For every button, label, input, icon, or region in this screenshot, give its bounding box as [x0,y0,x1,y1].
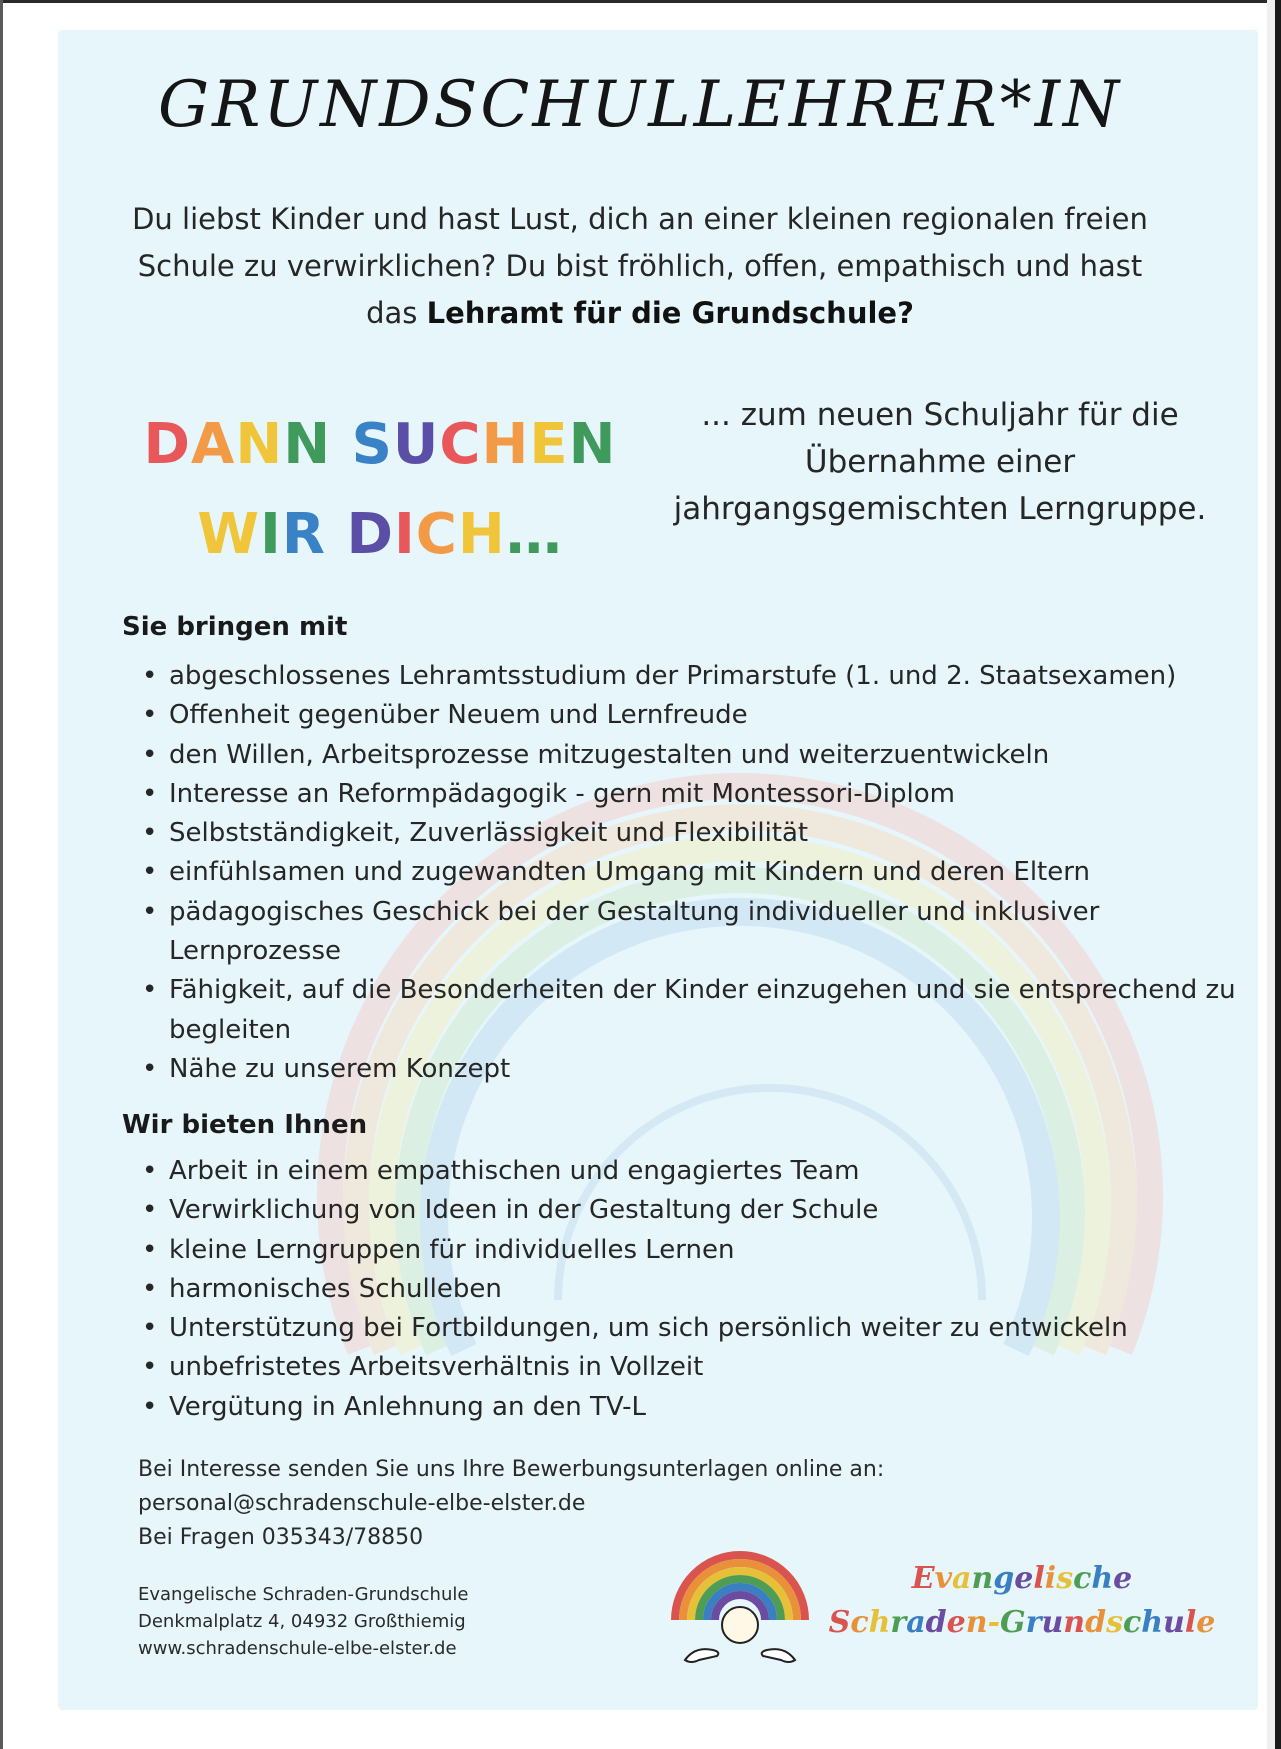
bullet-icon: • [142,778,158,809]
requirement-item [142,696,1242,735]
headline-2-letter: W [197,502,260,567]
logo-letter: g [993,1561,1015,1596]
bullet-icon: • [142,1053,158,1084]
bullet-icon: • [142,818,158,849]
headline-1-letter: N [235,412,284,477]
bullet-icon: • [142,857,158,888]
bullet-icon: • [142,1391,158,1422]
offer-item [142,1388,1242,1427]
bullet-icon: • [142,700,158,731]
offer-item-text: Verwirklichung von Ideen in der Gestaltung der Schule [169,1195,879,1226]
bullet-icon: • [142,1234,158,1265]
logo-letter: h [1091,1561,1114,1596]
subheadline: ... zum neuen Schuljahr für die Übernahme einer jahrgangsgemischten Lerngruppe. [673,397,1207,527]
school-logo-wordmark [812,1557,1232,1645]
offer-item [142,1270,1242,1309]
headline-1-letter: C [439,412,482,477]
bullet-icon: • [142,1195,158,1226]
requirement-item-text: Offenheit gegenüber Neuem und Lernfreude [169,700,748,731]
requirement-item [142,814,1242,853]
offers-list [142,1152,1242,1427]
requirement-item [142,775,1242,814]
logo-letter: G [1000,1605,1026,1640]
bullet-icon: • [142,661,158,691]
requirement-item [142,853,1242,892]
headline-1-letter: N [568,412,617,477]
logo-letter: c [850,1605,869,1640]
contact-email[interactable]: personal@schradenschule-elbe-elster.de [138,1491,586,1516]
contact-phone: Bei Fragen 035343/78850 [138,1525,424,1550]
headline-2-letter: D [346,502,394,567]
logo-letter: e [1196,1605,1216,1640]
logo-letter: d [925,1605,947,1640]
requirement-item-text: Fähigkeit, auf die Besonderheiten der Kinder einzugehen und sie entsprechend zu begleiten [169,975,1236,1045]
logo-letter: h [868,1605,891,1640]
logo-letter: s [1056,1561,1074,1596]
headline-1-letter: D [143,412,191,477]
logo-letter: e [1014,1561,1034,1596]
address-block [138,1581,468,1662]
contact-intro: Bei Interesse senden Sie uns Ihre Bewerbungsunterlagen online an: [138,1457,885,1482]
requirement-item-text: abgeschlossenes Lehramtsstudium der Primarstufe (1. und 2. Staatsexamen) [169,661,1177,691]
requirement-item-text: einfühlsamen und zugewandten Umgang mit Kindern und deren Eltern [169,857,1090,888]
logo-letter: E [911,1561,935,1596]
headline-2-letter: C [415,502,458,567]
requirement-item [142,893,1242,972]
requirement-item-text: den Willen, Arbeitsprozesse mitzugestalten und weiterzuentwickeln [169,739,1050,770]
logo-letter: a [952,1561,972,1596]
logo-letter: a [906,1605,926,1640]
offer-item-text: Unterstützung bei Fortbildungen, um sich persönlich weiter zu entwickeln [169,1313,1128,1344]
headline-1-letter: S [351,412,393,477]
intro-bold: Lehramt für die Grundschule? [426,296,914,330]
requirement-item [142,1050,1242,1089]
address-name: Evangelische Schraden-Grundschule [138,1584,469,1605]
offer-item [142,1231,1242,1270]
requirement-item [142,971,1242,1050]
requirement-item [142,736,1242,775]
scan-edge-right [1275,0,1281,1749]
offer-item-text: harmonisches Schulleben [169,1273,502,1304]
headline-1-letter [331,412,352,477]
logo-letter: l [1033,1561,1045,1596]
bullet-icon: • [142,1352,158,1383]
section-title-requirements: Sie bringen mit [122,612,348,642]
logo-letter: c [1122,1605,1142,1640]
logo-letter: e [946,1605,966,1640]
bullet-icon: • [142,1156,158,1186]
bullet-icon: • [142,739,158,770]
headline-1-letter: N [283,412,332,477]
intro-body: Du liebst Kinder und hast Lust, dich an einer kleinen regionalen freien Schule zu verwirklichen? Du bist fröhlich, offen, empathisch und hast das [132,202,1148,330]
logo-letter: d [1085,1605,1107,1640]
bullet-icon: • [142,975,158,1006]
requirement-item-text: Nähe zu unserem Konzept [169,1053,511,1084]
offer-item-text: Vergütung in Anlehnung an den TV-L [169,1391,646,1422]
logo-letter: e [1113,1561,1133,1596]
headline-2-letter: I [260,502,282,567]
logo-letter: - [987,1605,1001,1640]
logo-line-2 [812,1601,1232,1645]
headline-1-letter: U [392,412,440,477]
bullet-icon: • [142,1273,158,1304]
logo-letter: S [828,1605,851,1640]
scan-edge-right-inner [1267,0,1275,1749]
address-street: Denkmalplatz 4, 04932 Großthiemig [138,1611,466,1632]
headline-2-letter: I [393,502,416,567]
headline-2-letter: H [457,502,506,567]
headline-line-2 [120,490,640,580]
logo-letter: v [934,1561,953,1596]
logo-letter: n [971,1561,994,1596]
headline-1-letter: H [481,412,530,477]
logo-letter: r [1025,1605,1042,1640]
bullet-icon: • [142,1313,158,1344]
intro-text [110,196,1170,337]
scan-edge-top [0,0,1281,3]
headline-1-letter: A [190,412,236,477]
headline [120,400,640,580]
headline-1-letter: E [529,412,569,477]
offer-item [142,1348,1242,1387]
headline-2-letter [326,502,347,567]
address-web[interactable]: www.schradenschule-elbe-elster.de [138,1638,457,1659]
bullet-icon: • [142,896,158,927]
logo-letter: h [1141,1605,1164,1640]
offer-item [142,1191,1242,1230]
headline-2-letter: R [281,502,326,567]
offer-item-text: unbefristetes Arbeitsverhältnis in Vollzeit [169,1352,704,1383]
logo-letter: u [1041,1605,1064,1640]
logo-letter: n [1063,1605,1086,1640]
page-title: GRUNDSCHULLEHRER*IN [157,68,1123,142]
headline-2-letter: … [505,502,563,567]
scan-edge-left [0,0,3,1749]
logo-letter: i [1044,1561,1057,1596]
logo-letter: c [1073,1561,1092,1596]
offer-item-text: kleine Lerngruppen für individuelles Lernen [169,1234,735,1265]
offer-item [142,1309,1242,1348]
logo-letter: u [1163,1605,1185,1640]
headline-line-1 [120,400,640,490]
logo-letter: l [1184,1605,1197,1640]
requirement-item [142,657,1242,696]
logo-letter: n [965,1605,988,1640]
requirement-item-text: Selbstständigkeit, Zuverlässigkeit und Flexibilität [169,818,809,849]
logo-letter: s [1106,1605,1123,1640]
school-logo-rainbow-icon [665,1525,815,1675]
section-title-offers: Wir bieten Ihnen [122,1110,368,1140]
requirement-item-text: pädagogisches Geschick bei der Gestaltung individueller und inklusiver Lernprozesse [169,896,1100,967]
requirements-list [142,657,1242,1089]
requirement-item-text: Interesse an Reformpädagogik - gern mit Montessori-Diplom [169,778,955,809]
offer-item [142,1152,1242,1191]
logo-line-1 [812,1557,1232,1601]
offer-item-text: Arbeit in einem empathischen und engagiertes Team [169,1156,860,1186]
logo-letter: r [890,1605,907,1640]
